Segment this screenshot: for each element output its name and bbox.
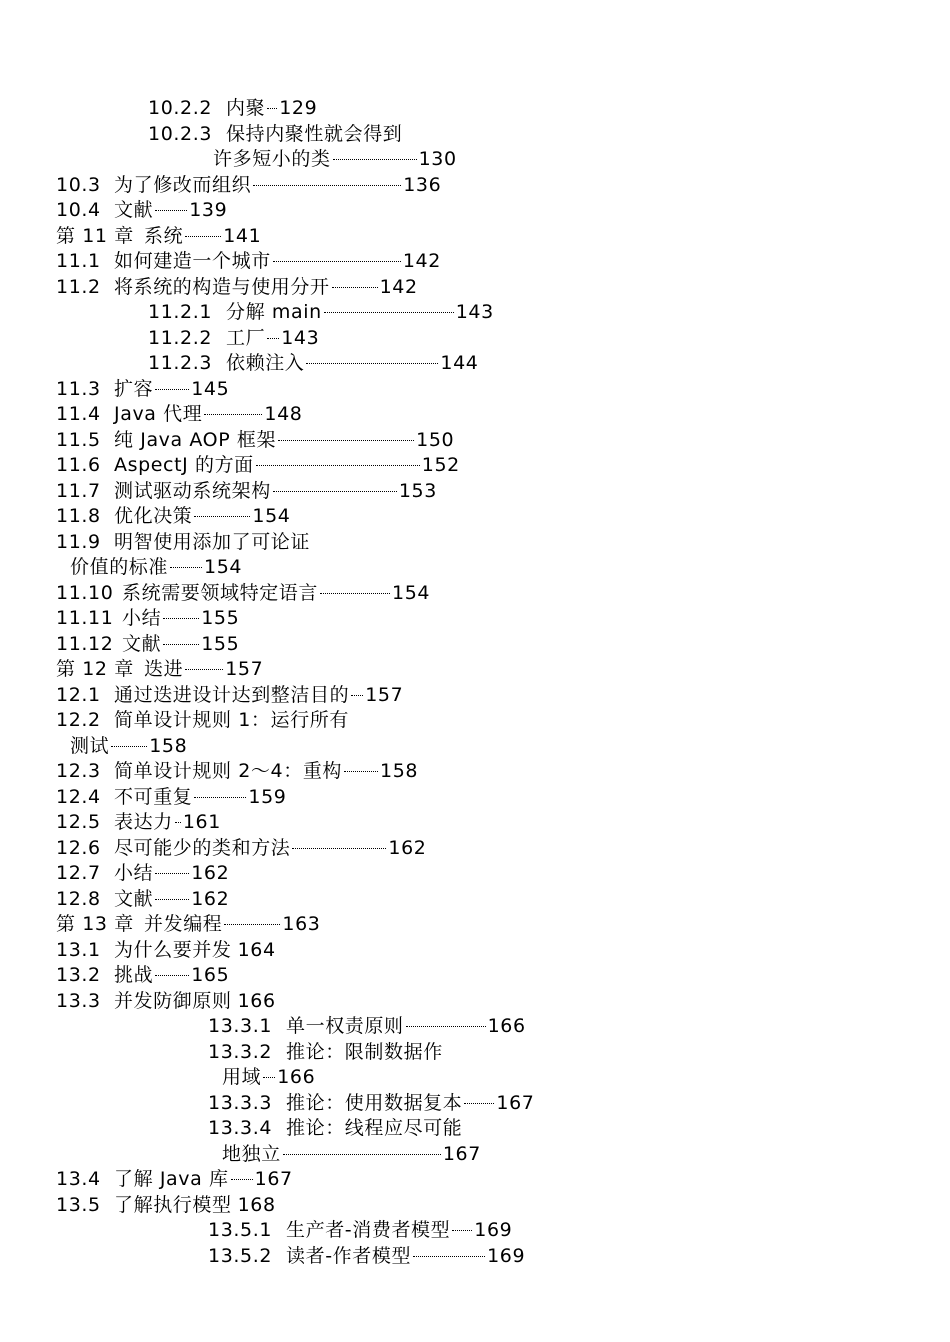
toc-entry[interactable] bbox=[56, 453, 460, 477]
toc-entry-page-number: 162 bbox=[191, 862, 230, 884]
toc-entry-title: 分解 main bbox=[226, 301, 322, 323]
toc-entry[interactable] bbox=[56, 402, 302, 426]
toc-entry[interactable] bbox=[56, 504, 290, 528]
toc-entry[interactable] bbox=[56, 632, 239, 656]
toc-entry-title: 地独立 bbox=[222, 1142, 281, 1165]
toc-entry-page-number: 129 bbox=[279, 97, 318, 119]
toc-entry-page-number: 143 bbox=[281, 326, 320, 349]
toc-entry-number: 12.2 bbox=[56, 709, 101, 731]
toc-entry-number: 11.5 bbox=[56, 428, 101, 451]
toc-entry-title: 表达力 bbox=[114, 811, 173, 833]
toc-entry-title: 通过迭进设计达到整洁目的 bbox=[114, 683, 350, 706]
toc-entry-title: 为了修改而组织 bbox=[114, 173, 252, 196]
toc-entry-title: 推论：限制数据作 bbox=[286, 1040, 443, 1063]
toc-entry-title: 保持内聚性就会得到 bbox=[226, 122, 403, 145]
toc-entry[interactable] bbox=[56, 657, 263, 681]
toc-entry-title: 并发防御原则 bbox=[114, 989, 232, 1012]
toc-entry-page-number: 169 bbox=[487, 1244, 526, 1267]
toc-entry-title: 推论：线程应尽可能 bbox=[286, 1117, 463, 1139]
toc-entry-title: 文献 bbox=[114, 887, 154, 910]
toc-entry-number: 11.10 bbox=[56, 581, 114, 604]
dot-leader bbox=[155, 898, 189, 900]
toc-entry-page-number: 145 bbox=[191, 377, 230, 400]
toc-entry[interactable] bbox=[56, 606, 239, 630]
toc-entry-page-number: 162 bbox=[388, 836, 427, 859]
toc-entry[interactable] bbox=[208, 1040, 443, 1064]
toc-entry-title: 系统 bbox=[144, 224, 184, 247]
toc-entry-number: 13.3 bbox=[56, 989, 101, 1012]
toc-entry-page-number: 168 bbox=[237, 1193, 276, 1216]
toc-entry-page-number: 155 bbox=[201, 632, 240, 655]
toc-entry-number: 10.4 bbox=[56, 199, 101, 221]
toc-entry-title: 简单设计规则 1：运行所有 bbox=[114, 709, 349, 731]
dot-leader bbox=[263, 1076, 275, 1078]
toc-entry-number: 11.7 bbox=[56, 479, 101, 502]
toc-entry-title: 简单设计规则 2～4：重构 bbox=[114, 760, 343, 782]
dot-leader bbox=[155, 388, 189, 390]
toc-entry-title: 生产者-消费者模型 bbox=[286, 1219, 451, 1241]
toc-entry-title: AspectJ 的方面 bbox=[114, 454, 254, 476]
toc-entry-title: 用域 bbox=[222, 1066, 262, 1088]
toc-entry-title: 单一权责原则 bbox=[286, 1015, 404, 1037]
toc-entry-page-number: 142 bbox=[379, 275, 418, 298]
dot-leader bbox=[163, 617, 199, 619]
toc-entry-page-number: 154 bbox=[252, 505, 291, 527]
dot-leader bbox=[256, 464, 420, 466]
dot-leader bbox=[406, 1025, 486, 1027]
toc-entry-page-number: 169 bbox=[474, 1219, 513, 1241]
toc-entry[interactable] bbox=[56, 1167, 293, 1191]
toc-entry-title: 小结 bbox=[122, 607, 162, 629]
toc-entry-number: 13.1 bbox=[56, 938, 101, 961]
toc-entry-number: 13.3.1 bbox=[208, 1015, 273, 1037]
toc-entry-page-number: 136 bbox=[403, 173, 442, 196]
toc-entry-number: 13.4 bbox=[56, 1168, 101, 1190]
toc-entry-page-number: 143 bbox=[455, 301, 494, 323]
toc-entry-number: 第 12 章 bbox=[56, 658, 134, 680]
toc-entry-number: 12.3 bbox=[56, 760, 101, 782]
toc-entry-page-number: 150 bbox=[416, 428, 455, 451]
toc-entry-title: 如何建造一个城市 bbox=[114, 250, 271, 272]
toc-entry-number: 11.1 bbox=[56, 250, 101, 272]
toc-entry[interactable] bbox=[208, 1218, 512, 1242]
toc-entry[interactable] bbox=[56, 530, 310, 554]
toc-entry-title: 将系统的构造与使用分开 bbox=[114, 275, 330, 298]
toc-entry-number: 11.8 bbox=[56, 505, 101, 527]
toc-entry-page-number: 159 bbox=[248, 785, 287, 808]
toc-entry[interactable] bbox=[56, 810, 221, 834]
toc-entry[interactable] bbox=[56, 912, 320, 936]
toc-entry-title: 明智使用添加了可论证 bbox=[114, 530, 311, 553]
toc-entry-number: 12.1 bbox=[56, 683, 101, 706]
toc-entry-page-number: 130 bbox=[418, 148, 457, 170]
toc-entry-title: 价值的标准 bbox=[70, 556, 169, 578]
toc-entry-number: 13.5 bbox=[56, 1193, 101, 1216]
toc-entry-title: 系统需要领域特定语言 bbox=[122, 581, 319, 604]
dot-leader bbox=[320, 592, 390, 594]
toc-entry-number: 第 11 章 bbox=[56, 224, 134, 247]
toc-entry-page-number: 157 bbox=[225, 658, 264, 680]
dot-leader bbox=[155, 872, 189, 874]
dot-leader bbox=[333, 158, 417, 160]
dot-leader bbox=[464, 1102, 494, 1104]
toc-entry-page-number: 142 bbox=[402, 250, 441, 272]
dot-leader bbox=[267, 107, 277, 109]
toc-entry-number: 13.2 bbox=[56, 964, 101, 986]
toc-entry[interactable] bbox=[56, 861, 229, 885]
toc-entry[interactable] bbox=[56, 1193, 276, 1217]
toc-entry-page-number: 167 bbox=[496, 1091, 535, 1114]
toc-entry-title: 了解执行模型 bbox=[114, 1193, 232, 1216]
dot-leader bbox=[306, 362, 438, 364]
dot-leader bbox=[175, 821, 181, 823]
toc-entry-number: 12.4 bbox=[56, 785, 101, 808]
toc-entry-page-number: 166 bbox=[487, 1015, 526, 1037]
toc-entry-page-number: 155 bbox=[201, 607, 240, 629]
toc-entry[interactable] bbox=[148, 351, 478, 375]
dot-leader bbox=[163, 643, 199, 645]
toc-entry-page-number: 154 bbox=[204, 556, 243, 578]
toc-entry[interactable] bbox=[213, 147, 457, 171]
toc-entry-title: 内聚 bbox=[226, 97, 266, 119]
toc-entry[interactable] bbox=[56, 938, 276, 962]
toc-entry[interactable] bbox=[56, 836, 426, 860]
toc-entry-title: 小结 bbox=[114, 862, 154, 884]
toc-entry-page-number: 157 bbox=[365, 683, 404, 706]
toc-entry-page-number: 167 bbox=[254, 1168, 293, 1190]
dot-leader bbox=[155, 209, 187, 211]
toc-entry-title: 并发编程 bbox=[144, 913, 223, 935]
toc-entry[interactable] bbox=[56, 428, 454, 452]
toc-entry-page-number: 139 bbox=[189, 199, 228, 221]
dot-leader bbox=[344, 770, 378, 772]
toc-entry-title: 优化决策 bbox=[114, 505, 193, 527]
toc-entry[interactable] bbox=[70, 734, 187, 758]
dot-leader bbox=[185, 668, 223, 670]
toc-entry-page-number: 148 bbox=[264, 403, 303, 425]
dot-leader bbox=[194, 515, 250, 517]
dot-leader bbox=[324, 311, 454, 313]
toc-entry[interactable] bbox=[56, 275, 418, 299]
toc-entry-page-number: 152 bbox=[421, 454, 460, 476]
toc-entry[interactable] bbox=[208, 1014, 526, 1038]
toc-entry-number: 11.12 bbox=[56, 632, 114, 655]
toc-entry[interactable] bbox=[56, 198, 227, 222]
toc-entry[interactable] bbox=[208, 1091, 534, 1115]
toc-entry-number: 10.2.3 bbox=[148, 122, 213, 145]
toc-entry-page-number: 158 bbox=[380, 760, 419, 782]
dot-leader bbox=[278, 439, 414, 441]
toc-entry-number: 11.9 bbox=[56, 530, 101, 553]
toc-entry-page-number: 164 bbox=[237, 938, 276, 961]
toc-entry-number: 11.4 bbox=[56, 403, 101, 425]
toc-entry-page-number: 166 bbox=[237, 989, 276, 1012]
dot-leader bbox=[413, 1255, 485, 1257]
toc-entry-title: 测试 bbox=[70, 734, 110, 757]
toc-entry[interactable] bbox=[208, 1116, 462, 1140]
toc-entry-title: 迭进 bbox=[144, 658, 184, 680]
toc-entry[interactable] bbox=[148, 300, 494, 324]
toc-entry[interactable] bbox=[56, 173, 441, 197]
toc-entry-number: 10.3 bbox=[56, 173, 101, 196]
dot-leader bbox=[253, 184, 401, 186]
toc-entry-title: 为什么要并发 bbox=[114, 938, 232, 961]
toc-entry-title: 文献 bbox=[114, 199, 154, 221]
toc-entry-number: 11.2.2 bbox=[148, 326, 213, 349]
toc-entry[interactable] bbox=[56, 377, 229, 401]
toc-entry-number: 11.2.3 bbox=[148, 352, 213, 374]
dot-leader bbox=[204, 413, 262, 415]
toc-entry-page-number: 154 bbox=[392, 581, 431, 604]
toc-entry-page-number: 165 bbox=[191, 964, 230, 986]
toc-entry-page-number: 166 bbox=[277, 1066, 316, 1088]
toc-entry-number: 11.2 bbox=[56, 275, 101, 298]
toc-entry[interactable] bbox=[56, 249, 441, 273]
toc-entry-title: 测试驱动系统架构 bbox=[114, 479, 271, 502]
toc-entry-number: 12.5 bbox=[56, 811, 101, 833]
dot-leader bbox=[452, 1229, 472, 1231]
toc-entry[interactable] bbox=[222, 1065, 315, 1089]
dot-leader bbox=[224, 923, 280, 925]
toc-entry-number: 12.8 bbox=[56, 887, 101, 910]
toc-entry[interactable] bbox=[56, 479, 437, 503]
toc-entry-title: 读者-作者模型 bbox=[286, 1244, 412, 1267]
toc-entry[interactable] bbox=[56, 759, 418, 783]
toc-entry-number: 12.6 bbox=[56, 836, 101, 859]
toc-entry-number: 13.3.2 bbox=[208, 1040, 273, 1063]
toc-entry-title: 不可重复 bbox=[114, 785, 193, 808]
toc-entry-title: 文献 bbox=[122, 632, 162, 655]
toc-entry-title: 挑战 bbox=[114, 964, 154, 986]
toc-entry-number: 11.6 bbox=[56, 454, 101, 476]
toc-entry-number: 11.11 bbox=[56, 607, 114, 629]
toc-entry[interactable] bbox=[56, 683, 403, 707]
toc-entry-page-number: 163 bbox=[282, 913, 321, 935]
dot-leader bbox=[351, 694, 363, 696]
toc-entry-title: 工厂 bbox=[226, 326, 266, 349]
dot-leader bbox=[273, 260, 401, 262]
toc-entry-title: 了解 Java 库 bbox=[114, 1168, 229, 1190]
toc-entry[interactable] bbox=[56, 708, 349, 732]
dot-leader bbox=[194, 796, 246, 798]
dot-leader bbox=[231, 1178, 253, 1180]
toc-entry-title: 纯 Java AOP 框架 bbox=[114, 428, 277, 451]
toc-entry-page-number: 158 bbox=[149, 734, 188, 757]
toc-entry-title: 扩容 bbox=[114, 377, 154, 400]
toc-entry-page-number: 167 bbox=[442, 1142, 481, 1165]
toc-entry[interactable] bbox=[56, 989, 276, 1013]
dot-leader bbox=[185, 235, 221, 237]
toc-entry[interactable] bbox=[56, 785, 286, 809]
toc-entry-title: 依赖注入 bbox=[226, 352, 305, 374]
toc-entry-page-number: 161 bbox=[182, 811, 221, 833]
toc-entry-page-number: 162 bbox=[191, 887, 230, 910]
toc-entry[interactable] bbox=[56, 581, 430, 605]
toc-entry[interactable] bbox=[56, 224, 261, 248]
toc-entry-title: 许多短小的类 bbox=[213, 148, 331, 170]
dot-leader bbox=[332, 286, 378, 288]
toc-entry-page-number: 144 bbox=[440, 352, 479, 374]
toc-entry-number: 10.2.2 bbox=[148, 97, 213, 119]
toc-entry[interactable] bbox=[148, 326, 319, 350]
toc-entry[interactable] bbox=[56, 963, 229, 987]
toc-entry[interactable] bbox=[56, 887, 229, 911]
toc-entry[interactable] bbox=[222, 1142, 481, 1166]
toc-entry[interactable] bbox=[70, 555, 242, 579]
toc-entry-number: 11.3 bbox=[56, 377, 101, 400]
toc-entry-page-number: 153 bbox=[398, 479, 437, 502]
toc-entry-number: 13.3.4 bbox=[208, 1117, 273, 1139]
dot-leader bbox=[292, 847, 386, 849]
toc-entry-number: 11.2.1 bbox=[148, 301, 213, 323]
toc-entry-page-number: 141 bbox=[223, 224, 262, 247]
toc-entry-number: 12.7 bbox=[56, 862, 101, 884]
toc-entry-title: 推论：使用数据复本 bbox=[286, 1091, 463, 1114]
toc-entry[interactable] bbox=[208, 1244, 525, 1268]
toc-entry-number: 13.3.3 bbox=[208, 1091, 273, 1114]
dot-leader bbox=[283, 1153, 441, 1155]
dot-leader bbox=[111, 745, 147, 747]
dot-leader bbox=[273, 490, 397, 492]
toc-entry-number: 13.5.1 bbox=[208, 1219, 273, 1241]
toc-entry-title: Java 代理 bbox=[114, 403, 203, 425]
dot-leader bbox=[155, 974, 189, 976]
toc-entry[interactable] bbox=[148, 122, 402, 146]
toc-entry[interactable] bbox=[148, 96, 317, 120]
dot-leader bbox=[267, 337, 279, 339]
toc-entry-title: 尽可能少的类和方法 bbox=[114, 836, 291, 859]
dot-leader bbox=[170, 566, 202, 568]
toc-entry-number: 第 13 章 bbox=[56, 913, 134, 935]
toc-entry-number: 13.5.2 bbox=[208, 1244, 273, 1267]
